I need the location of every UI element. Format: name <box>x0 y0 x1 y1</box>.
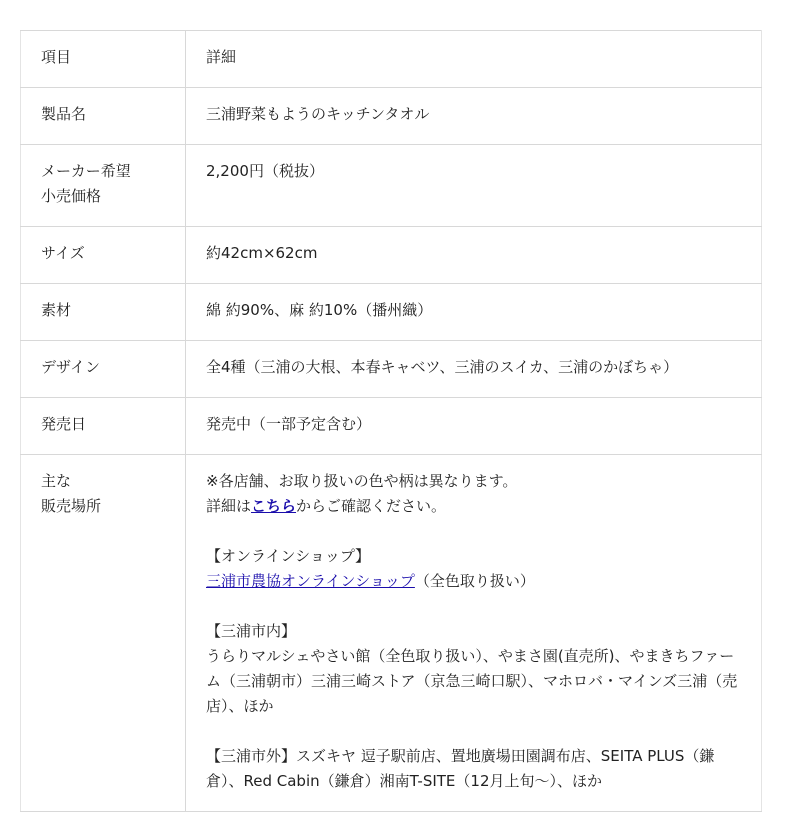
city-heading: 【三浦市内】 <box>206 622 297 640</box>
design-key: デザイン <box>41 358 100 376</box>
material-key-cell <box>21 284 186 341</box>
online-shop-suffix: （全色取り扱い） <box>414 572 535 590</box>
size-key-cell <box>21 227 186 284</box>
spacer <box>206 594 743 619</box>
stores-value-cell <box>186 455 762 812</box>
release-value-cell <box>186 398 762 455</box>
material-key: 素材 <box>41 301 72 319</box>
design-key-cell <box>21 341 186 398</box>
spacer <box>206 719 743 744</box>
header-key-cell <box>21 31 186 88</box>
table-row-release <box>21 398 762 455</box>
stores-key-line1: 主な <box>41 472 72 490</box>
material-value: 綿 約90%、麻 約10%（播州織） <box>206 301 433 319</box>
online-heading: 【オンラインショップ】 <box>206 547 371 565</box>
price-key-cell <box>21 145 186 227</box>
product-key-cell <box>21 88 186 145</box>
online-shop-line <box>206 569 743 594</box>
product-key: 製品名 <box>41 105 87 123</box>
details-prefix: 詳細は <box>206 497 252 515</box>
design-value-cell <box>186 341 762 398</box>
spacer <box>206 519 743 544</box>
size-value-cell <box>186 227 762 284</box>
product-value-cell <box>186 88 762 145</box>
stores-key-line2: 販売場所 <box>41 497 102 515</box>
price-value: 2,200円（税抜） <box>206 162 324 180</box>
product-spec-table <box>20 30 762 812</box>
price-key-line1: メーカー希望 <box>41 162 131 180</box>
table-row-product <box>21 88 762 145</box>
online-shop-link[interactable]: 三浦市農協オンラインショップ <box>206 572 415 590</box>
city-stores-text: うらりマルシェやさい館（全色取り扱い）、やまさ園(直売所)、やまきちファーム（三浦朝市）三浦三崎ストア（京急三崎口駅）、マホロバ・マインズ三浦（売店）、ほか <box>206 647 738 715</box>
product-name: 三浦野菜もようのキッチンタオル <box>206 105 430 123</box>
material-value-cell <box>186 284 762 341</box>
outside-stores-text: 【三浦市外】スズキヤ 逗子駅前店、置地廣場田園調布店、SEITA PLUS（鎌倉）、Red Cabin（鎌倉）湘南T-SITE（12月上旬〜）、ほか <box>206 747 715 790</box>
details-link[interactable]: こちら <box>251 497 297 515</box>
stores-key-cell <box>21 455 186 812</box>
table-row-header <box>21 31 762 88</box>
stores-details-line <box>206 494 743 519</box>
header-value-cell <box>186 31 762 88</box>
price-value-cell <box>186 145 762 227</box>
design-value: 全4種（三浦の大根、本春キャベツ、三浦のスイカ、三浦のかぼちゃ） <box>206 358 679 376</box>
table-row-size <box>21 227 762 284</box>
table-row-material <box>21 284 762 341</box>
table-row-stores <box>21 455 762 812</box>
release-value: 発売中（一部予定含む） <box>206 415 372 433</box>
stores-note: ※各店舗、お取り扱いの色や柄は異なります。 <box>206 472 518 490</box>
header-value: 詳細 <box>206 48 237 66</box>
release-key: 発売日 <box>41 415 87 433</box>
price-key-line2: 小売価格 <box>41 187 102 205</box>
release-key-cell <box>21 398 186 455</box>
size-value: 約42cm×62cm <box>206 244 318 262</box>
table-row-design <box>21 341 762 398</box>
table-row-price <box>21 145 762 227</box>
size-key: サイズ <box>41 244 85 262</box>
header-key: 項目 <box>41 48 72 66</box>
details-suffix: からご確認ください。 <box>296 497 447 515</box>
